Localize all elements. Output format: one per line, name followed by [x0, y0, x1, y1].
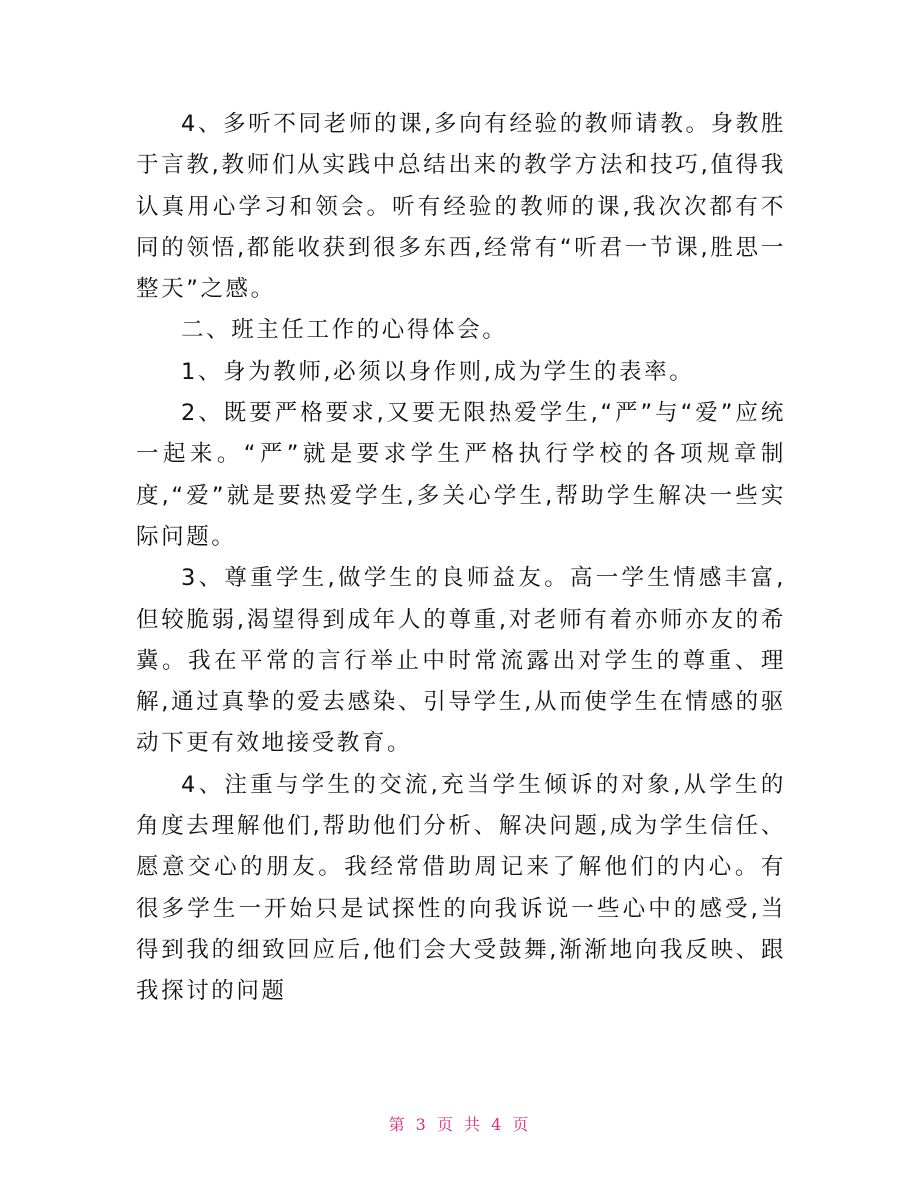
document-body [136, 104, 786, 1013]
section-heading-class-teacher: 二、班主任工作的心得体会。 [181, 317, 508, 344]
paragraph-teaching-observation: 4、多听不同老师的课,多向有经验的教师请教。身教胜于言教,教师们从实践中总结出来的教学方法和技巧,值得我认真用心学习和领会。听有经验的教师的课,我次次都有不同的领悟,都能收获到很多东西,经常有“听君一节课,胜思一整天”之感。 [136, 111, 786, 303]
page-number-footer: 第 3 页 共 4 页 [388, 1115, 532, 1134]
paragraph-lead-by-example: 1、身为教师,必须以身作则,成为学生的表率。 [181, 358, 695, 385]
paragraph-respect-students: 3、尊重学生,做学生的良师益友。高一学生情感丰富,但较脆弱,渴望得到成年人的尊重,对老师有着亦师亦友的希冀。我在平常的言行举止中时常流露出对学生的尊重、理解,通过真挚的爱去感染、引导学生,从而使学生在情感的驱动下更有效地接受教育。 [136, 565, 786, 757]
paragraph-strict-and-love: 2、既要严格要求,又要无限热爱学生,“严”与“爱”应统一起来。“严”就是要求学生严格执行学校的各项规章制度,“爱”就是要热爱学生,多关心学生,帮助学生解决一些实际问题。 [136, 400, 786, 550]
paragraph-communication: 4、注重与学生的交流,充当学生倾诉的对象,从学生的角度去理解他们,帮助他们分析、解决问题,成为学生信任、愿意交心的朋友。我经常借助周记来了解他们的内心。有很多学生一开始只是试探性的向我诉说一些心中的感受,当得到我的细致回应后,他们会大受鼓舞,渐渐地向我反映、跟我探讨的问题 [136, 771, 786, 1005]
